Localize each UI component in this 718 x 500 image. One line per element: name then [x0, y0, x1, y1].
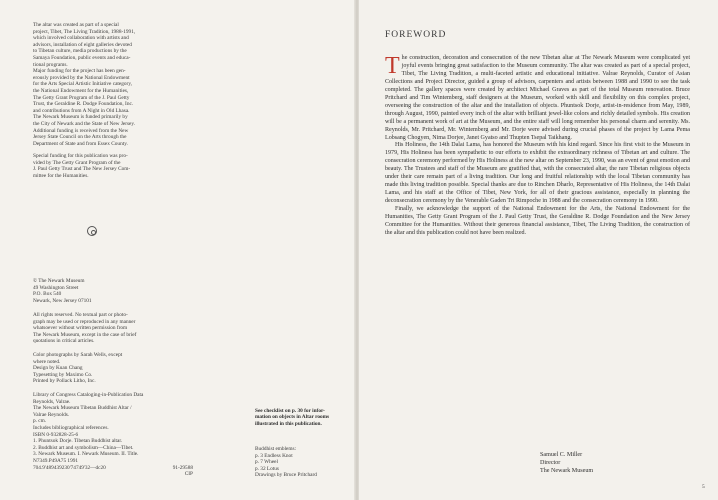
signature-org: The Newark Museum [540, 467, 594, 474]
emblem-line: Drawings by Bruce Pritchard [255, 472, 317, 479]
intro-line: and contributions from A Night in Old Lhasa. [33, 107, 130, 114]
intro-line: tional programs. [33, 61, 68, 68]
rights-line: quotations in critical articles. [33, 338, 95, 345]
emblem-line: p. 3 Endless Knot [255, 452, 293, 459]
intro-line: Major funding for the project has been gen- [33, 68, 126, 75]
intro-line: the National Endowment for the Humanities, [33, 87, 129, 94]
publisher-address [33, 278, 183, 304]
page-number: 5 [702, 484, 705, 490]
signature-block [540, 452, 593, 475]
checklist-line: mation on objects in Altar rooms [255, 414, 330, 421]
intro-line: Jersey State Council on the Arts through the [33, 134, 127, 141]
paragraph-text: he construction, decoration and consecration of the new Tibetan altar at The Newark Museum were complicated yet joyful events bringing great satisfaction to the Museum community. The altar was created as part of a special project, Tibet, The Living Tradition, a multi-faceted artistic and educational initiative. Valrae Reynolds, Curator of Asian Collections and Project Director, guided a group of advisors, carpenters and artists between 1988 and 1990 to see the task completed. The gallery spaces were created by architect Michael Graves as part of the total Museum renovation. Bruce Pritchard and Tim Wintemberg, staff designers at the Museum, worked with skill and flexibility on this complex project, overseeing the construction of the altar and the installation of objects. Phuntsok Dorje, artist-in-residence from May, 1989, through August, 1990, painted every inch of the altar with brilliant jewel-like colors and richly detailed symbols. His creation will be a permanent work of art at the Museum, and the entire staff will long remember his personal charm and serenity. Ms. Reynolds, Mr. Pritchard, Mr. Wintemberg and Mr. Dorje were advised during crucial phases of the project by Lama Pema Lobsang Chogyen, Nima Dorjee, Janet Gyatso and Thupten Tsepal Taikhang. [385, 55, 690, 141]
foreword-heading: FOREWORD [385, 30, 447, 40]
catalog-line: Includes bibliographical references. [33, 424, 109, 431]
foreword-body [385, 55, 690, 238]
catalog-cip-line [33, 471, 193, 478]
emblem-line: p. 7 Wheel [255, 459, 278, 466]
catalog-cip: CIP [184, 471, 193, 478]
funding-line: mittee for the Humanities. [33, 173, 89, 180]
signature-title: Director [540, 459, 561, 466]
catalog-line: N7349.P49A75 1991 [33, 457, 79, 464]
address-line: © The Newark Museum [33, 278, 85, 284]
rights-line: The Newark Museum, except in the case of brief [33, 331, 137, 338]
catalog-line: p. cm. [33, 418, 47, 425]
catalog-line: ISBN 0-932828-25-6 [33, 431, 79, 438]
catalog-line: Reynolds, Valrae. [33, 398, 71, 405]
credit-line: Color photographs by Sarah Wells, except [33, 352, 123, 358]
rights-notice [33, 312, 189, 345]
funding-line: J. Paul Getty Trust and The New Jersey Com- [33, 166, 131, 173]
credit-line: Design by Kuan Chang [33, 365, 83, 372]
address-line: 49 Washington Street [33, 284, 79, 291]
intro-line: project, Tibet, The Living Tradition, 1988-1991, [33, 28, 136, 35]
credit-line: where noted. [33, 358, 61, 365]
catalog-line: 1. Phuntsok Dorje. Tibetan Buddhist altar. [33, 438, 123, 445]
intro-line: to Tibetan culture, media productions by the [33, 48, 127, 55]
funding-line: vided by The Getty Grant Program of the [33, 159, 121, 166]
catalog-line: The Newark Museum Tibetan Buddhist Altar / [33, 405, 132, 412]
address-line: Newark, New Jersey 07101 [33, 297, 92, 304]
emblem-seal-icon [87, 226, 97, 236]
intro-line: for the Arts Special Artistic Initiative category, [33, 81, 132, 88]
drop-cap: T [385, 53, 400, 79]
credit-line: Printed by Pollack Litho, Inc. [33, 378, 96, 385]
intro-line: Additional funding is received from the New [33, 127, 129, 134]
checklist-note [255, 408, 335, 427]
intro-line: which involved collaboration with artists and [33, 35, 129, 42]
cataloging-data [33, 392, 193, 478]
emblem-line: p. 32 Lotus [255, 465, 279, 472]
emblems-list [255, 446, 335, 479]
catalog-dewey: 704.9'489439230'74749'32—dc20 [33, 464, 106, 471]
intro-line: advisors, installation of eight galleries devoted [33, 41, 132, 48]
intro-line: the City of Newark and the State of New Jersey. [33, 120, 136, 127]
left-page [0, 0, 356, 500]
catalog-line: Library of Congress Cataloging-in-Publication Data [33, 392, 144, 398]
address-line: P.O. Box 540 [33, 291, 62, 298]
rights-line: All rights reserved. No textual part or photo- [33, 312, 128, 318]
intro-line: The Newark Museum is funded primarily by [33, 114, 128, 121]
catalog-line: 2. Buddhist art and symbolism—China—Tibet. [33, 444, 134, 451]
project-intro [33, 22, 189, 180]
intro-line: erously provided by the National Endowment [33, 74, 130, 81]
catalog-line: Valrae Reynolds. [33, 411, 70, 418]
catalog-line: 3. Newark Museum. I. Newark Museum. II. Title. [33, 451, 139, 458]
catalog-dewey-line [33, 465, 193, 472]
intro-line: Samaya Foundation, public events and educa- [33, 54, 131, 61]
rights-line: graph may be used or reproduced in any manner [33, 318, 136, 325]
foreword-paragraph: His Holiness, the 14th Dalai Lama, has honored the Museum with his kind regard. Since his first visit to the Museum in 1979, His Holiness has been sympathetic to our efforts to exhibit the extraordinary richness of Tibetan art and culture. The consecration ceremony performed by His Holiness at the new altar on September 23, 1990, was an event of great emotion and beauty. The Trustees and staff of the Museum are gratified that, with the consecrated altar, the rare Tibetan religious objects under their care remain part of a living tradition. Our long and fruitful relationship with the local Tibetan community has made this living tradition possible. Special thanks are due to Rinchen Dharlo, Representative of His Holiness, the 14th Dalai Lama, and his staff at the Office of Tibet, New York, for all of their gracious assistance, especially in planning the deconsecration ceremony by the Venerable Gaden Tri Rimpoche in 1988 and the consecration ceremony in 1990. [385, 142, 690, 205]
rights-line: whatsoever without written permission from [33, 325, 128, 332]
intro-line: Trust, the Geraldine R. Dodge Foundation, Inc. [33, 101, 134, 108]
intro-line: The Getty Grant Program of the J. Paul Getty [33, 94, 130, 101]
intro-line: The altar was created as part of a special [33, 22, 119, 28]
credit-line: Typesetting by Maximo Co. [33, 371, 93, 378]
foreword-paragraph: Finally, we acknowledge the support of the National Endowment for the Arts, the National Endowment for the Humanities, The Getty Grant Program of the J. Paul Getty Trust, the Geraldine R. Dodge Foundation and the New Jersey Committee for the Humanities. Without their generous financial assistance, Tibet, The Living Tradition, the construction of the altar and this publication could not have been realized. [385, 206, 690, 236]
intro-line: Department of State and from Essex County. [33, 140, 128, 147]
foreword-paragraph [385, 55, 690, 142]
funding-line: Special funding for this publication was pro- [33, 153, 128, 160]
checklist-line: illustrated in this publication. [255, 420, 322, 427]
emblem-line: Buddhist emblems: [255, 446, 297, 452]
production-credits [33, 352, 183, 385]
checklist-line: See checklist on p. 30 for infor- [255, 408, 325, 414]
catalog-number: 91-29588 [172, 464, 193, 471]
signature-name: Samuel C. Miller [540, 452, 583, 458]
